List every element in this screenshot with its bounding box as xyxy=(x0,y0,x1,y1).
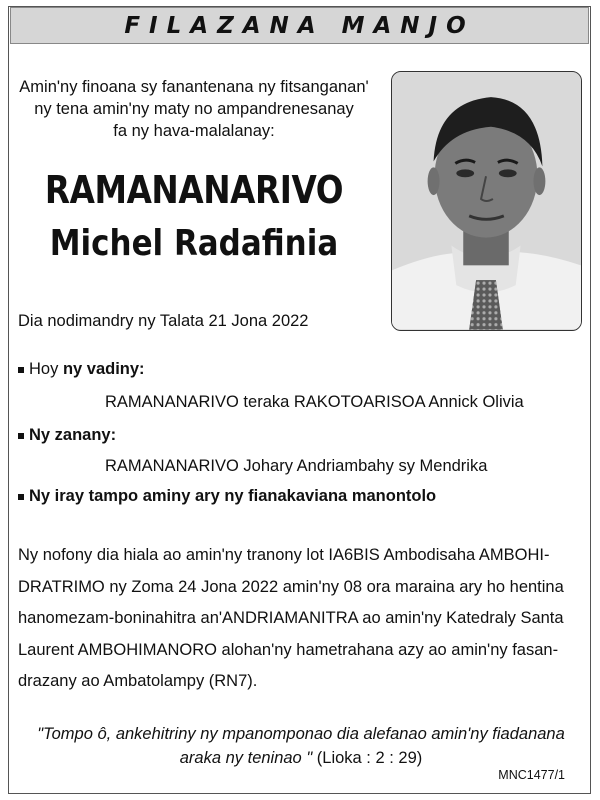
bullet-icon xyxy=(18,433,24,439)
quote-line: "Tompo ô, ankehitriny ny mpanomponao dia alefanao amin'ny fiadanana xyxy=(37,725,565,743)
intro-text xyxy=(18,76,370,142)
intro-line: fa ny hava-malalanay: xyxy=(113,122,275,140)
deceased-given-names: Michel Radafinia xyxy=(49,223,339,264)
portrait-photo xyxy=(391,71,582,331)
intro-line: ny tena amin'ny maty no ampandrenesanay xyxy=(34,100,354,118)
quote-line-end: araka ny teninao " xyxy=(179,749,313,767)
portrait-illustration xyxy=(392,72,581,330)
bullet-icon xyxy=(18,367,24,373)
children-names: RAMANANARIVO Johary Andriambahy sy Mendrika xyxy=(105,457,488,475)
notice-title: FILAZANA MANJO xyxy=(124,12,475,39)
funeral-line: drazany ao Ambatolampy (RN7). xyxy=(18,672,258,690)
quote-line-2 xyxy=(18,746,584,770)
reference-code: MNC1477/1 xyxy=(498,768,565,782)
funeral-line: Laurent AMBOHIMANORO alohan'ny hametrahana azy ao amin'ny fasan- xyxy=(18,640,559,659)
bullet-icon xyxy=(18,494,24,500)
bible-quote xyxy=(18,722,584,770)
quote-reference: (Lioka : 2 : 29) xyxy=(316,749,423,767)
spouse-label-line xyxy=(18,360,145,379)
spouse-prefix: Hoy xyxy=(29,360,63,378)
spouse-label: ny vadiny: xyxy=(62,360,145,378)
spouse-names: RAMANANARIVO teraka RAKOTOARISOA Annick Olivia xyxy=(105,393,524,411)
funeral-details xyxy=(18,540,580,698)
intro-line: Amin'ny finoana sy fanantenana ny fitsanganan' xyxy=(19,78,369,96)
funeral-line: hanomezam-boninahitra an'ANDRIAMANITRA ao amin'ny Katedraly Santa xyxy=(18,609,564,627)
children-label: Ny zanany: xyxy=(29,426,117,444)
deceased-surname: RAMANANARIVO xyxy=(44,168,344,212)
funeral-line: Ny nofony dia hiala ao amin'ny tranony lot IA6BIS Ambodisaha AMBOHI- xyxy=(18,546,550,564)
relatives-label: Ny iray tampo aminy ary ny fianakaviana manontolo xyxy=(29,487,437,505)
notice-header xyxy=(10,7,589,44)
funeral-line: DRATRIMO ny Zoma 24 Jona 2022 amin'ny 08 ora maraina ary ho hentina xyxy=(18,577,564,596)
children-label-line xyxy=(18,426,116,445)
date-of-death: Dia nodimandry ny Talata 21 Jona 2022 xyxy=(18,312,309,330)
relatives-line xyxy=(18,487,436,506)
